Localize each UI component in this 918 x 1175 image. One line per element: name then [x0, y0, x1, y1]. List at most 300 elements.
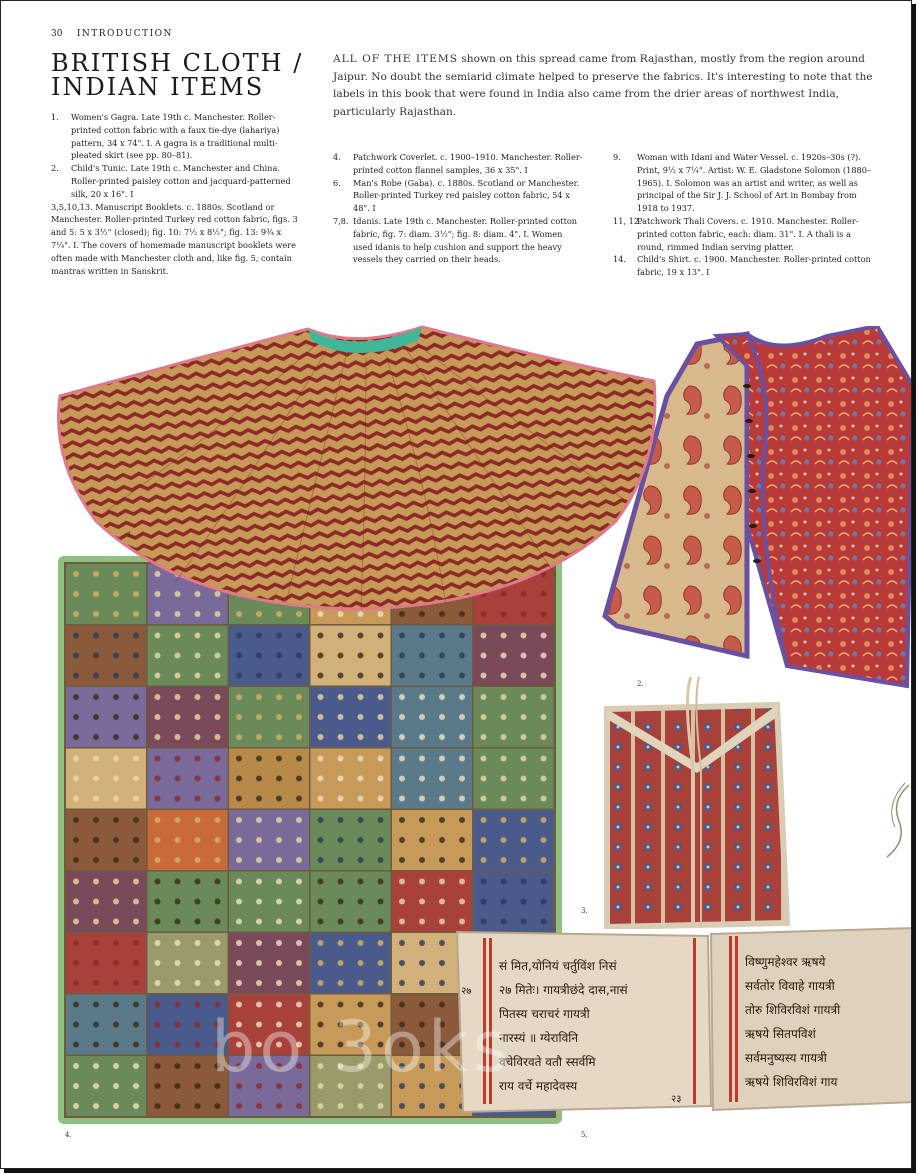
quilt-motif [276, 980, 282, 986]
quilt-motif [113, 940, 119, 946]
quilt-motif [399, 817, 405, 823]
quilt-motif [439, 673, 445, 679]
quilt-motif [195, 980, 201, 986]
quilt-motif [236, 776, 242, 782]
quilt-motif [419, 940, 425, 946]
quilt-motif [501, 899, 507, 905]
quilt-motif [378, 960, 384, 966]
quilt-motif [256, 694, 262, 700]
quilt-motif [195, 776, 201, 782]
quilt-motif [195, 817, 201, 823]
quilt-motif [175, 940, 181, 946]
quilt-motif [93, 837, 99, 843]
quilt-motif [195, 734, 201, 740]
quilt-motif [296, 980, 302, 986]
quilt-motif [399, 899, 405, 905]
manuscript-page-number: २३ [671, 1094, 682, 1105]
quilt-motif [155, 694, 161, 700]
quilt-motif [93, 796, 99, 802]
quilt-motif [195, 857, 201, 863]
manuscript-line: २७ मितेः। गायत्रीछंदे दास,नासं [499, 983, 628, 997]
quilt-motif [459, 919, 465, 925]
quilt-motif [439, 1103, 445, 1109]
caption-item [613, 151, 875, 215]
quilt-motif [318, 796, 324, 802]
quilt-motif [215, 673, 221, 679]
quilt-motif [419, 980, 425, 986]
quilt-motif [93, 673, 99, 679]
running-head [51, 29, 173, 39]
quilt-motif [399, 796, 405, 802]
quilt-motif [399, 837, 405, 843]
quilt-motif [256, 714, 262, 720]
quilt-motif [93, 899, 99, 905]
quilt-motif [195, 1063, 201, 1069]
quilt-motif [459, 776, 465, 782]
quilt-motif [541, 879, 547, 885]
quilt-motif [236, 694, 242, 700]
caption-item [613, 253, 875, 279]
quilt-motif [419, 694, 425, 700]
quilt-motif [521, 796, 527, 802]
quilt-motif [73, 960, 79, 966]
figure-label-5: 5. [581, 1131, 588, 1139]
quilt-motif [236, 673, 242, 679]
quilt-motif [73, 817, 79, 823]
caption-text: Child's Shirt. c. 1900. Manchester. Roller-printed cotton fabric, 19 x 13". I [637, 254, 871, 278]
quilt-motif [459, 633, 465, 639]
quilt-motif [399, 734, 405, 740]
caption-column-2 [333, 151, 583, 266]
quilt-motif [276, 857, 282, 863]
quilt-motif [133, 633, 139, 639]
quilt-motif [338, 734, 344, 740]
quilt-motif [93, 1022, 99, 1028]
quilt-motif [439, 633, 445, 639]
quilt-motif [338, 960, 344, 966]
quilt-motif [419, 817, 425, 823]
quilt-motif [195, 714, 201, 720]
manuscript-line: ऋषये सितपविशं [745, 1027, 816, 1041]
quilt-motif [195, 919, 201, 925]
quilt-motif [93, 940, 99, 946]
quilt-motif [175, 817, 181, 823]
quilt-motif [338, 837, 344, 843]
quilt-motif [175, 1002, 181, 1008]
quilt-motif [155, 1042, 161, 1048]
quilt-motif [439, 694, 445, 700]
quilt-motif [73, 1103, 79, 1109]
quilt-motif [501, 919, 507, 925]
quilt-motif [378, 980, 384, 986]
quilt-motif [358, 879, 364, 885]
title-line-2: INDIAN ITEMS [51, 73, 265, 101]
quilt-motif [276, 919, 282, 925]
quilt-motif [276, 899, 282, 905]
quilt-motif [175, 1063, 181, 1069]
quilt-motif [399, 879, 405, 885]
quilt-motif [358, 653, 364, 659]
quilt-motif [318, 776, 324, 782]
quilt-motif [439, 734, 445, 740]
quilt-motif [133, 796, 139, 802]
quilt-motif [459, 756, 465, 762]
quilt-motif [276, 734, 282, 740]
quilt-motif [276, 817, 282, 823]
quilt-motif [399, 960, 405, 966]
quilt-motif [73, 837, 79, 843]
quilt-motif [378, 756, 384, 762]
quilt-motif [338, 796, 344, 802]
caption-number: 2. [51, 163, 59, 174]
quilt-motif [113, 653, 119, 659]
quilt-motif [276, 796, 282, 802]
quilt-motif [439, 796, 445, 802]
quilt-motif [276, 879, 282, 885]
quilt-motif [439, 776, 445, 782]
quilt-motif [113, 633, 119, 639]
quilt-motif [215, 919, 221, 925]
caption-text: Manuscript Booklets. c. 1880s. Scotland or Manchester. Roller-printed Turkey red cotton fabric, figs. 3 and 5: 5 x 3½" (closed); fig. 10: 7½ x 8½"; fig. 13: 9¾ x 7¼". I. The covers of homemade manuscript booklets were often made with Manchester cloth and, like fig. 5, contain mantras written in Sanskrit. [51, 201, 298, 276]
quilt-motif [93, 776, 99, 782]
quilt-motif [276, 694, 282, 700]
quilt-motif [236, 899, 242, 905]
quilt-motif [296, 653, 302, 659]
quilt-motif [133, 653, 139, 659]
quilt-motif [419, 899, 425, 905]
quilt-motif [133, 1002, 139, 1008]
quilt-motif [459, 817, 465, 823]
quilt-motif [378, 919, 384, 925]
caption-text: Idanis. Late 19th c. Manchester. Roller-printed cotton fabric, fig. 7: diam. 3½"; fig. 8: diam. 4". I. Women used idanis to help cushion and support the heavy vessels they carried on their heads. [353, 215, 578, 265]
quilt-motif [113, 1083, 119, 1089]
quilt-motif [215, 879, 221, 885]
quilt-motif [236, 714, 242, 720]
quilt-motif [256, 734, 262, 740]
page-number: 30 [51, 29, 63, 39]
caption-text: Patchwork Thali Covers. c. 1910. Manchester. Roller-printed cotton fabric, each: diam. 31". I. A thali is a round, rimmed Indian serving platter. [637, 215, 859, 252]
quilt-motif [358, 734, 364, 740]
quilt-motif [358, 1103, 364, 1109]
quilt-motif [378, 796, 384, 802]
quilt-motif [501, 776, 507, 782]
quilt-motif [296, 879, 302, 885]
quilt-motif [296, 673, 302, 679]
quilt-motif [195, 673, 201, 679]
quilt-motif [175, 857, 181, 863]
quilt-motif [459, 899, 465, 905]
quilt-motif [481, 653, 487, 659]
quilt-motif [481, 857, 487, 863]
quilt-motif [338, 940, 344, 946]
quilt-motif [256, 796, 262, 802]
quilt-motif [113, 817, 119, 823]
quilt-motif [175, 1083, 181, 1089]
quilt-motif [501, 714, 507, 720]
quilt-motif [175, 776, 181, 782]
quilt-motif [378, 653, 384, 659]
quilt-motif [541, 776, 547, 782]
quilt-motif [93, 1002, 99, 1008]
quilt-motif [419, 633, 425, 639]
quilt-motif [419, 837, 425, 843]
manuscript-line: राय वर्चे महादेवस्य [499, 1079, 578, 1093]
quilt-motif [481, 673, 487, 679]
quilt-motif [358, 857, 364, 863]
quilt-motif [113, 776, 119, 782]
caption-column-3 [613, 151, 875, 279]
quilt-motif [215, 1103, 221, 1109]
quilt-motif [338, 980, 344, 986]
quilt-motif [73, 673, 79, 679]
quilt-motif [358, 899, 364, 905]
quilt-motif [133, 919, 139, 925]
quilt-motif [501, 857, 507, 863]
quilt-motif [215, 776, 221, 782]
quilt-motif [276, 960, 282, 966]
quilt-motif [195, 653, 201, 659]
quilt-motif [113, 1022, 119, 1028]
quilt-motif [155, 919, 161, 925]
quilt-motif [215, 653, 221, 659]
quilt-motif [215, 940, 221, 946]
figure-label-2: 2. [637, 680, 644, 688]
quilt-motif [195, 633, 201, 639]
quilt-motif [358, 960, 364, 966]
caption-text: Woman with Idani and Water Vessel. c. 1920s–30s (?). Print, 9½ x 7¼". Artist: W. E. Gladstone Solomon (1880–1965). I. Solomon was an artist and writer, as well as principal of the Sir J. J. School of Art in Bombay from 1918 to 1937. [637, 152, 872, 214]
quilt-motif [175, 633, 181, 639]
quilt-motif [318, 714, 324, 720]
quilt-motif [419, 734, 425, 740]
quilt-motif [195, 879, 201, 885]
quilt-motif [338, 817, 344, 823]
quilt-motif [501, 796, 507, 802]
quilt-motif [93, 857, 99, 863]
quilt-motif [155, 899, 161, 905]
quilt-motif [378, 633, 384, 639]
quilt-motif [215, 796, 221, 802]
quilt-motif [133, 857, 139, 863]
quilt-motif [296, 960, 302, 966]
quilt-motif [113, 1002, 119, 1008]
quilt-motif [256, 879, 262, 885]
quilt-motif [399, 776, 405, 782]
quilt-motif [73, 980, 79, 986]
quilt-motif [358, 714, 364, 720]
quilt-motif [399, 857, 405, 863]
quilt-motif [236, 980, 242, 986]
quilt-motif [215, 837, 221, 843]
quilt-motif [215, 857, 221, 863]
caption-column-1 [51, 111, 303, 277]
quilt-motif [133, 756, 139, 762]
quilt-motif [73, 940, 79, 946]
quilt-motif [195, 1103, 201, 1109]
intro-text: shown on this spread came from Rajasthan, mostly from the region around Jaipur. No doubt the semiarid climate helped to preserve the fabrics. It's interesting to note that the labels in this book that were found in India also came from the drier areas of northwest India, particularly Rajasthan. [333, 53, 873, 118]
quilt-motif [439, 980, 445, 986]
quilt-motif [113, 857, 119, 863]
quilt-motif [195, 940, 201, 946]
quilt-motif [133, 960, 139, 966]
quilt-motif [276, 673, 282, 679]
quilt-motif [133, 776, 139, 782]
quilt-motif [256, 817, 262, 823]
quilt-motif [296, 1103, 302, 1109]
quilt-motif [358, 633, 364, 639]
quilt-motif [195, 756, 201, 762]
quilt-motif [358, 940, 364, 946]
quilt-motif [236, 1103, 242, 1109]
caption-text: Patchwork Coverlet. c. 1900–1910. Manchester. Roller-printed cotton flannel samples, 36 x 35". I [353, 152, 583, 175]
quilt-motif [236, 633, 242, 639]
quilt-motif [318, 940, 324, 946]
quilt-motif [439, 899, 445, 905]
watermark: bo 3oks [211, 1006, 513, 1088]
quilt-motif [439, 714, 445, 720]
caption-number: 11, 12. [613, 215, 642, 226]
quilt-motif [73, 899, 79, 905]
sanskrit-manuscript-photo [453, 926, 912, 1116]
quilt-motif [521, 734, 527, 740]
quilt-motif [195, 796, 201, 802]
quilt-motif [358, 980, 364, 986]
quilt-motif [155, 1022, 161, 1028]
quilt-motif [133, 940, 139, 946]
quilt-motif [133, 673, 139, 679]
quilt-motif [256, 1103, 262, 1109]
quilt-motif [521, 817, 527, 823]
quilt-motif [215, 694, 221, 700]
caption-number: 6. [333, 177, 341, 188]
quilt-motif [113, 694, 119, 700]
caption-text: Child's Tunic. Late 19th c. Manchester and China. Roller-printed paisley cotton and jacquard-patterned silk, 20 x 16". I [71, 163, 291, 199]
quilt-motif [541, 653, 547, 659]
quilt-motif [541, 919, 547, 925]
quilt-motif [113, 960, 119, 966]
quilt-motif [133, 879, 139, 885]
quilt-motif [318, 899, 324, 905]
quilt-motif [419, 879, 425, 885]
quilt-motif [73, 653, 79, 659]
quilt-motif [481, 633, 487, 639]
quilt-motif [296, 857, 302, 863]
quilt-motif [215, 714, 221, 720]
quilt-motif [358, 817, 364, 823]
quilt-motif [73, 1042, 79, 1048]
quilt-motif [73, 714, 79, 720]
quilt-motif [93, 633, 99, 639]
caption-number: 14. [613, 254, 627, 265]
quilt-motif [276, 633, 282, 639]
caption-item [333, 151, 583, 177]
quilt-motif [73, 796, 79, 802]
quilt-motif [399, 673, 405, 679]
quilt-motif [541, 796, 547, 802]
page-title [51, 51, 303, 99]
quilt-motif [155, 1002, 161, 1008]
quilt-motif [93, 960, 99, 966]
quilt-motif [175, 899, 181, 905]
quilt-motif [501, 837, 507, 843]
quilt-motif [276, 714, 282, 720]
quilt-motif [318, 960, 324, 966]
quilt-motif [318, 756, 324, 762]
quilt-motif [73, 1002, 79, 1008]
quilt-motif [338, 756, 344, 762]
quilt-motif [501, 817, 507, 823]
quilt-motif [256, 673, 262, 679]
quilt-motif [521, 879, 527, 885]
caption-item [333, 215, 583, 266]
manuscript-line: नारस्यं ॥ ग्येराविनि [499, 1031, 579, 1045]
quilt-motif [521, 756, 527, 762]
caption-item [613, 215, 875, 253]
quilt-motif [113, 756, 119, 762]
manuscript-line: सं मित,योनियं चर्तुविंश निसं [499, 959, 617, 973]
caption-item [333, 177, 583, 215]
quilt-motif [296, 633, 302, 639]
quilt-motif [318, 1103, 324, 1109]
quilt-motif [541, 837, 547, 843]
quilt-motif [501, 694, 507, 700]
quilt-motif [93, 919, 99, 925]
quilt-motif [541, 673, 547, 679]
quilt-motif [541, 756, 547, 762]
quilt-motif [195, 1042, 201, 1048]
quilt-motif [419, 673, 425, 679]
caption-text: Women's Gagra. Late 19th c. Manchester. Roller-printed cotton fabric with a faux tie-dye (lahariya) pattern, 34 x 74". I. A gagra is a traditional multi-pleated skirt (see pp. 80–81). [71, 112, 280, 161]
quilt-motif [358, 919, 364, 925]
quilt-motif [358, 776, 364, 782]
quilt-motif [175, 879, 181, 885]
quilt-motif [378, 673, 384, 679]
manuscript-line: विष्णुमहेश्वर ऋषये [745, 955, 826, 969]
quilt-motif [521, 633, 527, 639]
caption-item [51, 111, 303, 162]
quilt-motif [215, 960, 221, 966]
quilt-motif [318, 857, 324, 863]
quilt-motif [378, 940, 384, 946]
quilt-motif [399, 1103, 405, 1109]
intro-lead: ALL OF THE ITEMS [333, 53, 458, 65]
quilt-motif [501, 756, 507, 762]
quilt-motif [155, 673, 161, 679]
quilt-motif [459, 857, 465, 863]
title-line-1: BRITISH CLOTH / [51, 49, 304, 77]
gagra-skirt-photo [56, 321, 658, 616]
quilt-motif [93, 1083, 99, 1089]
quilt-motif [175, 960, 181, 966]
quilt-motif [113, 1063, 119, 1069]
quilt-motif [133, 734, 139, 740]
quilt-motif [419, 756, 425, 762]
quilt-motif [155, 756, 161, 762]
quilt-motif [195, 694, 201, 700]
quilt-motif [338, 776, 344, 782]
quilt-motif [338, 857, 344, 863]
quilt-motif [215, 817, 221, 823]
quilt-motif [256, 919, 262, 925]
quilt-motif [93, 734, 99, 740]
quilt-motif [73, 1022, 79, 1028]
quilt-motif [256, 940, 262, 946]
quilt-motif [133, 899, 139, 905]
quilt-motif [276, 940, 282, 946]
section-name: INTRODUCTION [76, 29, 173, 39]
quilt-motif [73, 857, 79, 863]
quilt-motif [236, 817, 242, 823]
quilt-motif [113, 837, 119, 843]
